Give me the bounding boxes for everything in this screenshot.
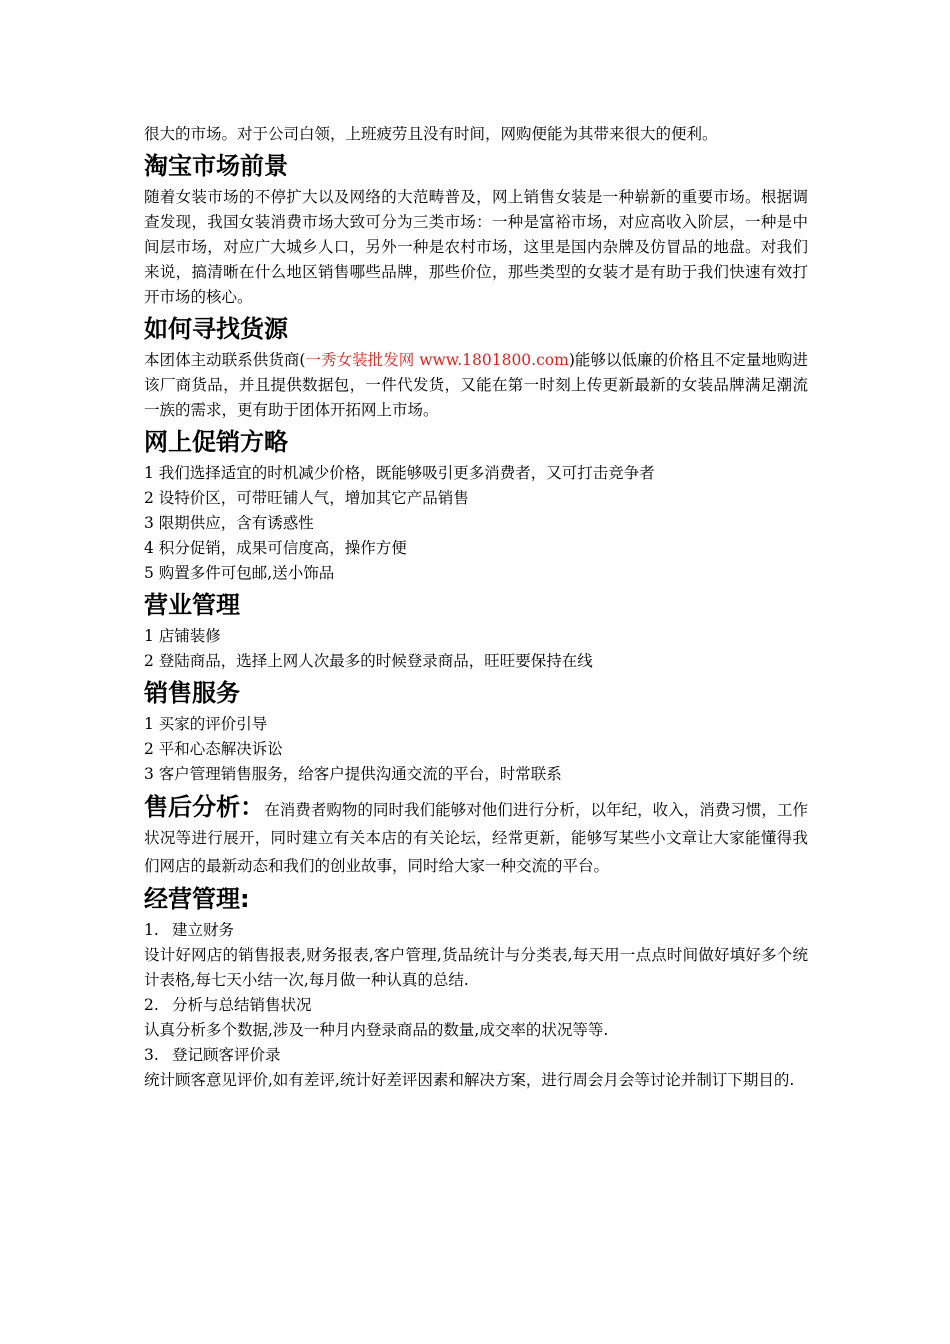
after-sale-paragraph: [144, 793, 808, 880]
section-heading-after-sale: 售后分析：: [144, 793, 265, 821]
list-item: 3 客户管理销售服务，给客户提供沟通交流的平台，时常联系: [144, 765, 562, 783]
list-item: 2 平和心态解决诉讼: [144, 740, 283, 758]
supplier-link[interactable]: 一秀女装批发网 www.1801800.com: [305, 351, 569, 369]
numbered-item-title: [144, 993, 808, 1018]
list-item: 3 限期供应，含有诱惑性: [144, 514, 314, 532]
list-item: 1 买家的评价引导: [144, 715, 268, 733]
numbered-item-title: [144, 1043, 808, 1068]
sourcing-text-pre: 本团体主动联系供货商(: [144, 351, 306, 369]
section-heading-operations: 营业管理: [144, 591, 240, 619]
item-number: 1.: [144, 921, 159, 939]
list-item: 2 设特价区，可带旺铺人气，增加其它产品销售: [144, 489, 469, 507]
section-heading-management: 经营管理:: [144, 885, 250, 913]
item-title: 登记顾客评价录: [172, 1046, 281, 1064]
list-item: 4 积分促销，成果可信度高，操作方便: [144, 539, 407, 557]
item-number: 2.: [144, 996, 159, 1014]
item-number: 3.: [144, 1046, 159, 1064]
sourcing-paragraph: [144, 348, 808, 423]
numbered-item-body: 认真分析多个数据,涉及一种月内登录商品的数量,成交率的状况等等.: [144, 1021, 609, 1039]
list-item: 1 店铺装修: [144, 627, 221, 645]
after-sale-text: 在消费者购物的同时我们能够对他们进行分析，以年纪，收入，消费习惯，工作状况等进行展开，同时建立有关本店的有关论坛，经常更新，能够写某些小文章让大家能懂得我们网店的最新动态和我们的创业故事，同时给大家一种交流的平台。: [144, 801, 808, 875]
section-heading-sales-service: 销售服务: [144, 679, 240, 707]
section-heading-sourcing: 如何寻找货源: [144, 315, 288, 343]
item-title: 分析与总结销售状况: [172, 996, 312, 1014]
numbered-item-body: 统计顾客意见评价,如有差评,统计好差评因素和解决方案，进行周会月会等讨论并制订下期目的.: [144, 1071, 795, 1089]
section-heading-promotion: 网上促销方略: [144, 428, 288, 456]
item-title: 建立财务: [172, 921, 235, 939]
document-page: [144, 122, 808, 1093]
market-outlook-paragraph: 随着女装市场的不停扩大以及网络的大范畴普及，网上销售女装是一种崭新的重要市场。根据调查发现，我国女装消费市场大致可分为三类市场：一种是富裕市场，对应高收入阶层，一种是中间层市场，对应广大城乡人口，另外一种是农村市场，这里是国内杂牌及仿冒品的地盘。对我们来说，搞清晰在什么地区销售哪些品牌，那些价位，那些类型的女装才是有助于我们快速有效打开市场的核心。: [144, 188, 808, 306]
section-heading-market-outlook: 淘宝市场前景: [144, 152, 288, 180]
list-item: 1 我们选择适宜的时机减少价格，既能够吸引更多消费者，又可打击竞争者: [144, 464, 655, 482]
list-item: 2 登陆商品，选择上网人次最多的时候登录商品，旺旺要保持在线: [144, 652, 593, 670]
numbered-item-body: 设计好网店的销售报表,财务报表,客户管理,货品统计与分类表,每天用一点点时间做好填好多个统计表格,每七天小结一次,每月做一种认真的总结.: [144, 946, 808, 989]
numbered-item-title: [144, 918, 808, 943]
sourcing-text-post: )能够以低廉的价格且不定量地购进该厂商货品，并且提供数据包，一件代发货，又能在第一时刻上传更新最新的女装品牌满足潮流一族的需求，更有助于团体开拓网上市场。: [144, 351, 808, 419]
intro-paragraph: 很大的市场。对于公司白领，上班疲劳且没有时间，网购便能为其带来很大的便利。: [144, 125, 718, 143]
list-item: 5 购置多件可包邮,送小饰品: [144, 564, 335, 582]
